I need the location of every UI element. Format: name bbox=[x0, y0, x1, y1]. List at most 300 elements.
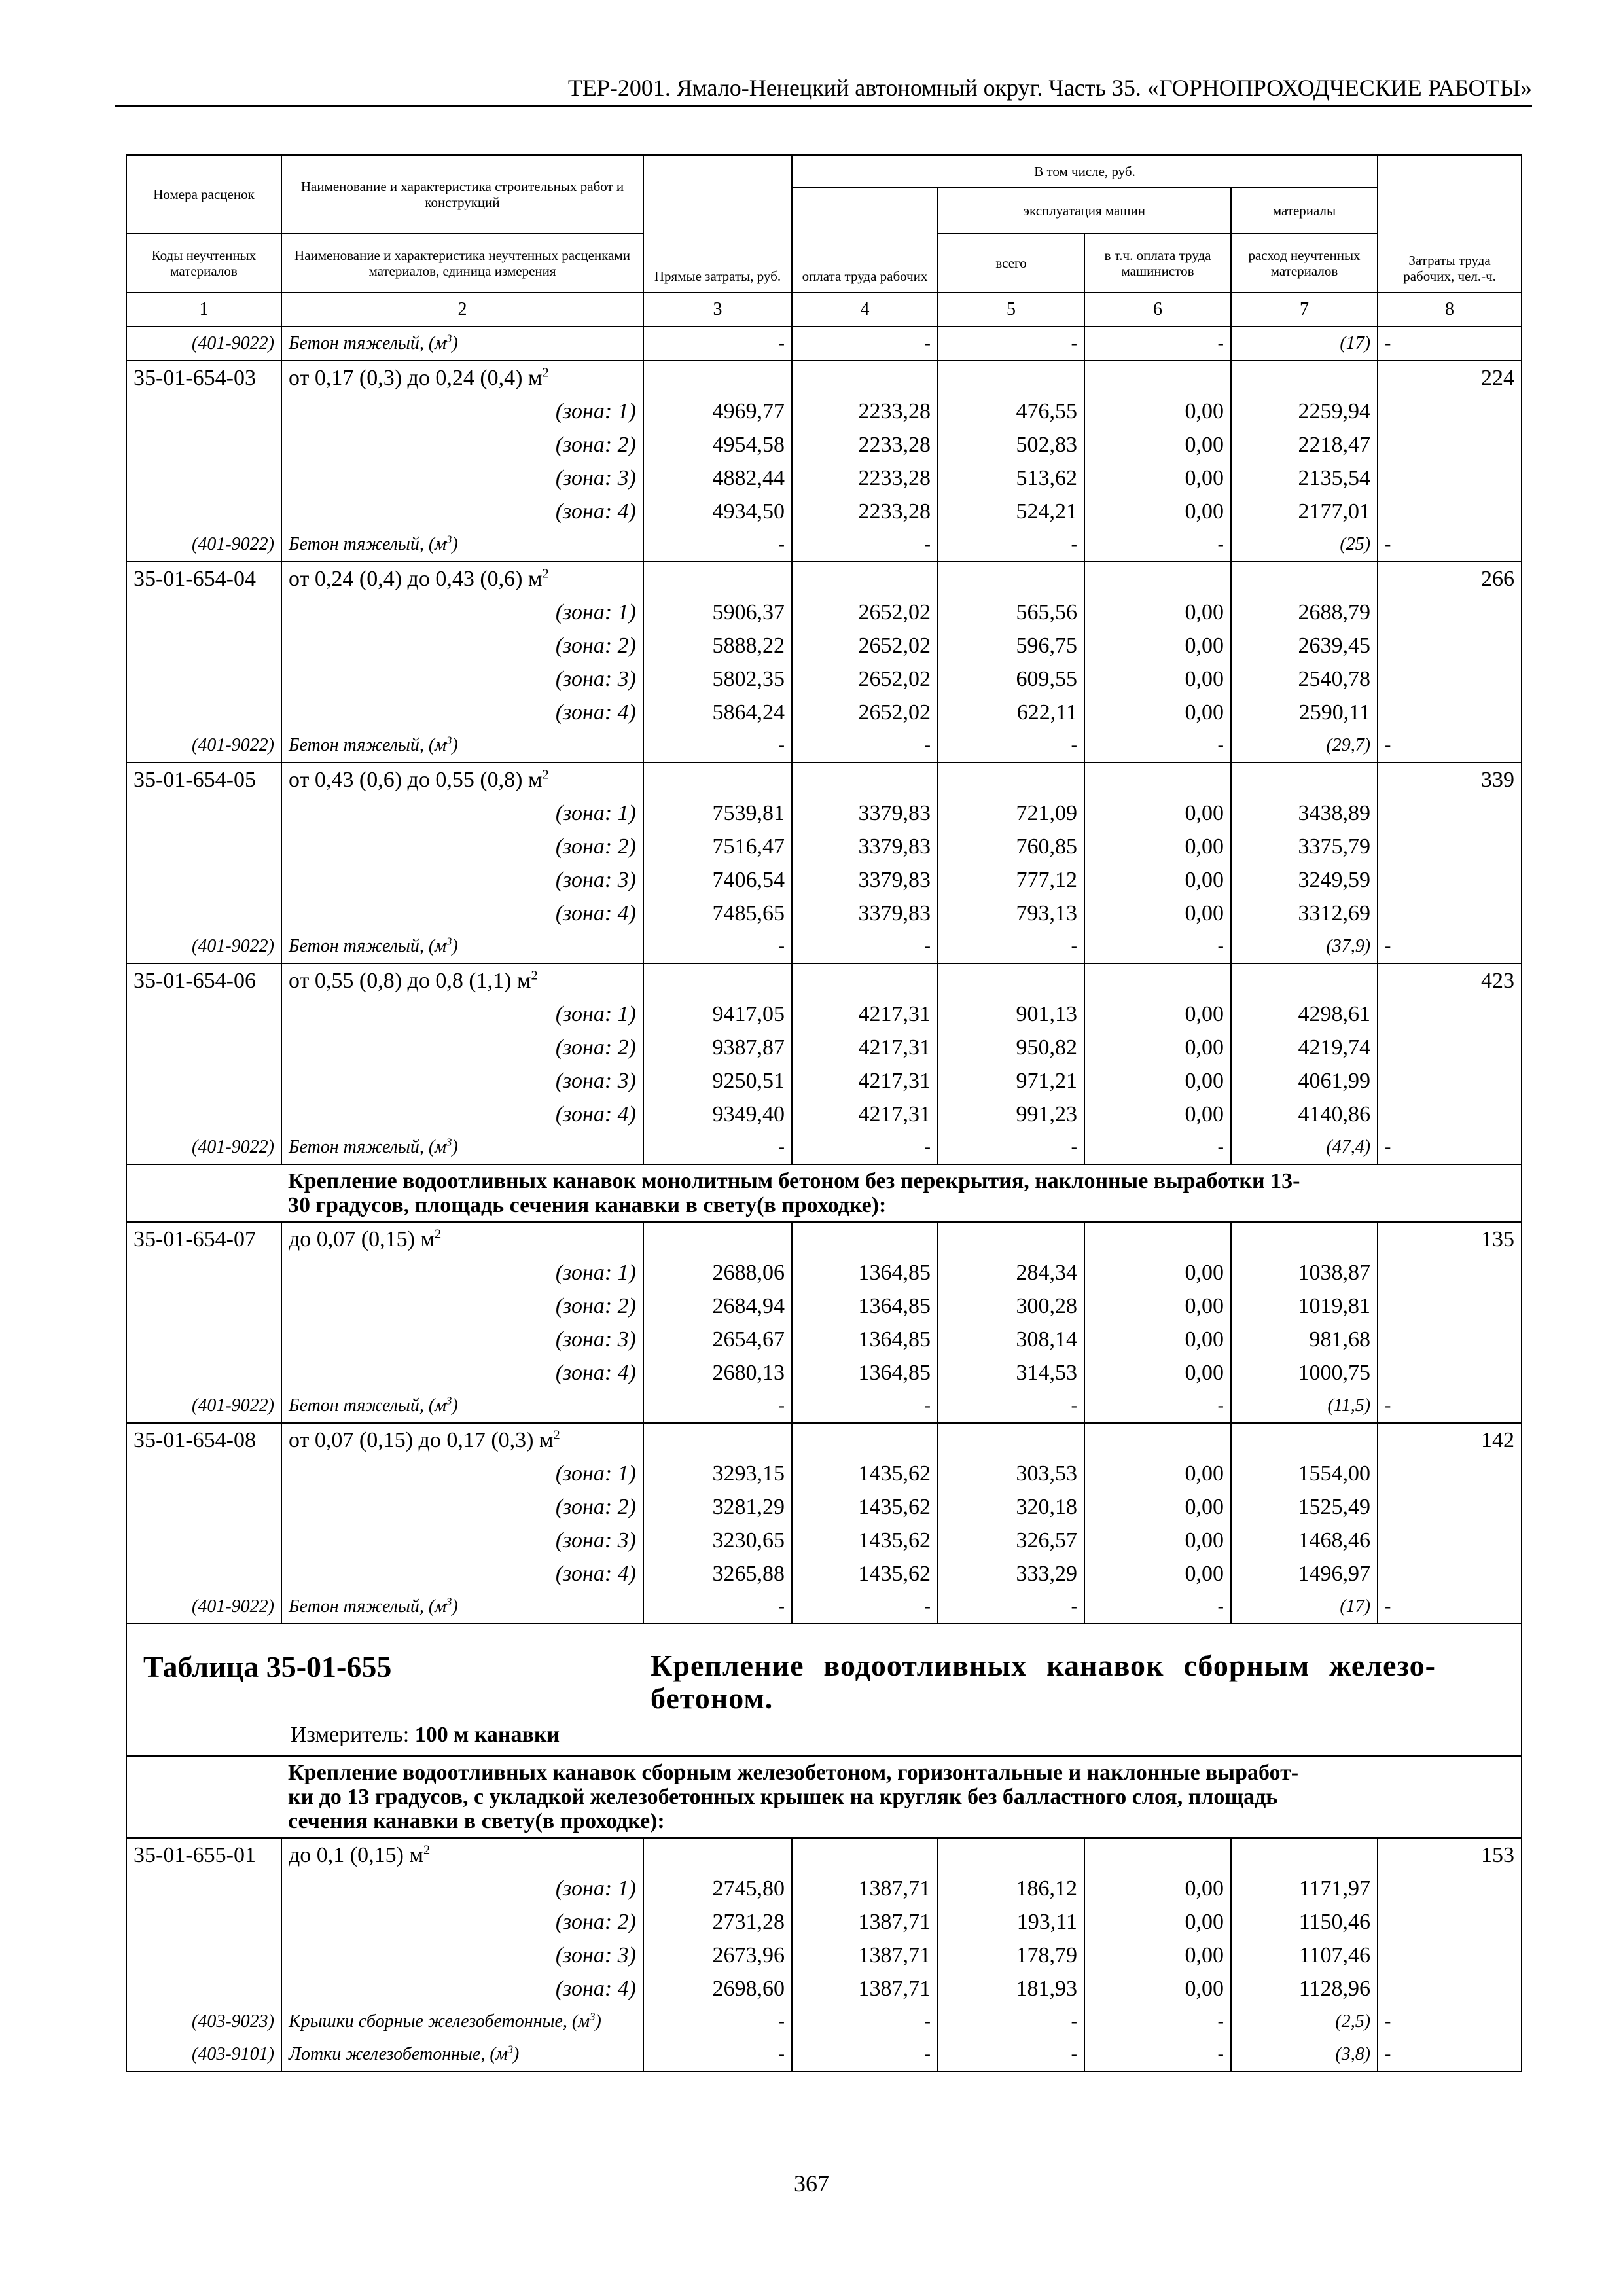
direct-cost: 9250,51 bbox=[643, 1064, 792, 1098]
zone-label: (зона: 2) bbox=[281, 1905, 643, 1939]
dash: - bbox=[1378, 528, 1522, 562]
material-code: (401-9022) bbox=[126, 729, 281, 762]
driver-wage: 0,00 bbox=[1084, 1457, 1231, 1490]
empty-cell bbox=[126, 495, 281, 528]
empty-cell bbox=[126, 1756, 281, 1838]
driver-wage: 0,00 bbox=[1084, 428, 1231, 461]
empty-cell bbox=[792, 762, 938, 797]
direct-cost: 2731,28 bbox=[643, 1905, 792, 1939]
driver-wage: 0,00 bbox=[1084, 696, 1231, 729]
rate-name: до 0,1 (0,15) $м^2$ bbox=[281, 1838, 643, 1872]
driver-wage: 0,00 bbox=[1084, 1064, 1231, 1098]
rate-row bbox=[126, 963, 1522, 997]
dash: - bbox=[1378, 930, 1522, 963]
machine-cost: 178,79 bbox=[938, 1939, 1084, 1972]
labour-cost: 142 bbox=[1378, 1423, 1522, 1457]
wage-cost: 4217,31 bbox=[792, 1064, 938, 1098]
zone-label: (зона: 1) bbox=[281, 395, 643, 428]
empty-cell bbox=[126, 662, 281, 696]
rate-row bbox=[126, 361, 1522, 395]
material-cost: 4061,99 bbox=[1231, 1064, 1378, 1098]
empty-cell bbox=[126, 1939, 281, 1972]
zone-label: (зона: 3) bbox=[281, 662, 643, 696]
table-title: Таблица 35-01-655 bbox=[143, 1650, 392, 1683]
wage-cost: 4217,31 bbox=[792, 997, 938, 1031]
driver-wage: 0,00 bbox=[1084, 997, 1231, 1031]
machine-cost: 971,21 bbox=[938, 1064, 1084, 1098]
dash: - bbox=[792, 1390, 938, 1423]
dash: - bbox=[938, 2038, 1084, 2072]
th-incl: В том числе, руб. bbox=[792, 155, 1378, 188]
dash: - bbox=[938, 1390, 1084, 1423]
dash: - bbox=[792, 1590, 938, 1624]
dash: - bbox=[1084, 2005, 1231, 2038]
wage-cost: 3379,83 bbox=[792, 830, 938, 863]
direct-cost: 2745,80 bbox=[643, 1872, 792, 1905]
material-qty: (2,5) bbox=[1231, 2005, 1378, 2038]
zone-row bbox=[126, 797, 1522, 830]
material-code: (401-9022) bbox=[126, 930, 281, 963]
material-cost: 2259,94 bbox=[1231, 395, 1378, 428]
colnum-5: 5 bbox=[938, 293, 1084, 327]
wage-cost: 1364,85 bbox=[792, 1256, 938, 1289]
material-row bbox=[126, 2005, 1522, 2038]
zone-label: (зона: 4) bbox=[281, 1098, 643, 1131]
zone-label: (зона: 4) bbox=[281, 696, 643, 729]
material-row bbox=[126, 1390, 1522, 1423]
zone-row bbox=[126, 830, 1522, 863]
machine-cost: 308,14 bbox=[938, 1323, 1084, 1356]
dash: - bbox=[643, 1131, 792, 1164]
material-cost: 3438,89 bbox=[1231, 797, 1378, 830]
empty-cell bbox=[126, 1031, 281, 1064]
colnum-8: 8 bbox=[1378, 293, 1522, 327]
th-codes: Коды неучтенных материалов bbox=[126, 234, 281, 293]
labour-cost: 153 bbox=[1378, 1838, 1522, 1872]
zone-row bbox=[126, 1524, 1522, 1557]
zone-row bbox=[126, 461, 1522, 495]
zone-row bbox=[126, 428, 1522, 461]
material-cost: 1038,87 bbox=[1231, 1256, 1378, 1289]
empty-cell bbox=[126, 897, 281, 930]
material-row bbox=[126, 930, 1522, 963]
driver-wage: 0,00 bbox=[1084, 1872, 1231, 1905]
direct-cost: 2680,13 bbox=[643, 1356, 792, 1390]
material-code: (401-9022) bbox=[126, 528, 281, 562]
driver-wage: 0,00 bbox=[1084, 395, 1231, 428]
material-qty: (3,8) bbox=[1231, 2038, 1378, 2072]
machine-cost: 303,53 bbox=[938, 1457, 1084, 1490]
section-heading: Крепление водоотливных канавок монолитным бетоном без перекрытия, наклонные выработки 13-30 градусов, площадь сечения канавки в свету(в проходке): bbox=[281, 1164, 1522, 1222]
zone-label: (зона: 4) bbox=[281, 495, 643, 528]
empty-cell bbox=[126, 1905, 281, 1939]
empty-cell bbox=[643, 1838, 792, 1872]
dash: - bbox=[643, 2038, 792, 2072]
zone-row bbox=[126, 696, 1522, 729]
empty-cell bbox=[126, 1323, 281, 1356]
wage-cost: 2652,02 bbox=[792, 662, 938, 696]
zone-label: (зона: 1) bbox=[281, 1256, 643, 1289]
machine-cost: 513,62 bbox=[938, 461, 1084, 495]
machine-cost: 991,23 bbox=[938, 1098, 1084, 1131]
direct-cost: 2654,67 bbox=[643, 1323, 792, 1356]
material-qty: (11,5) bbox=[1231, 1390, 1378, 1423]
machine-cost: 320,18 bbox=[938, 1490, 1084, 1524]
colnum-7: 7 bbox=[1231, 293, 1378, 327]
dash: - bbox=[938, 2005, 1084, 2038]
empty-cell bbox=[1378, 1939, 1522, 1972]
rate-row bbox=[126, 1222, 1522, 1256]
dash: - bbox=[1378, 2038, 1522, 2072]
empty-cell bbox=[643, 1222, 792, 1256]
empty-cell bbox=[643, 361, 792, 395]
direct-cost: 3230,65 bbox=[643, 1524, 792, 1557]
dash: - bbox=[1378, 1131, 1522, 1164]
empty-cell bbox=[126, 461, 281, 495]
rate-name: от 0,24 (0,4) до 0,43 (0,6) $м^2$ bbox=[281, 562, 643, 596]
driver-wage: 0,00 bbox=[1084, 1323, 1231, 1356]
section-row bbox=[126, 1164, 1522, 1222]
zone-label: (зона: 1) bbox=[281, 596, 643, 629]
zone-row bbox=[126, 1256, 1522, 1289]
empty-cell bbox=[1084, 1838, 1231, 1872]
zone-label: (зона: 3) bbox=[281, 863, 643, 897]
material-row bbox=[126, 2038, 1522, 2072]
zone-label: (зона: 1) bbox=[281, 1872, 643, 1905]
wage-cost: 1435,62 bbox=[792, 1557, 938, 1590]
zone-row bbox=[126, 629, 1522, 662]
direct-cost: 4969,77 bbox=[643, 395, 792, 428]
wage-cost: 1364,85 bbox=[792, 1323, 938, 1356]
zone-label: (зона: 2) bbox=[281, 428, 643, 461]
wage-cost: 1387,71 bbox=[792, 1872, 938, 1905]
dash: - bbox=[643, 1590, 792, 1624]
zone-row bbox=[126, 897, 1522, 930]
empty-cell bbox=[643, 562, 792, 596]
dash: - bbox=[1084, 930, 1231, 963]
empty-cell bbox=[126, 863, 281, 897]
material-name: Бетон тяжелый, $(м^3)$ bbox=[281, 930, 643, 963]
dash: - bbox=[792, 327, 938, 361]
rate-code: 35-01-655-01 bbox=[126, 1838, 281, 1872]
empty-cell bbox=[126, 997, 281, 1031]
empty-cell bbox=[126, 830, 281, 863]
material-cost: 1171,97 bbox=[1231, 1872, 1378, 1905]
zone-row bbox=[126, 1356, 1522, 1390]
empty-cell bbox=[1378, 863, 1522, 897]
empty-cell bbox=[1084, 361, 1231, 395]
rate-code: 35-01-654-05 bbox=[126, 762, 281, 797]
zone-row bbox=[126, 1289, 1522, 1323]
dash: - bbox=[1084, 528, 1231, 562]
empty-cell bbox=[1378, 461, 1522, 495]
empty-cell bbox=[126, 1557, 281, 1590]
machine-cost: 524,21 bbox=[938, 495, 1084, 528]
machine-cost: 950,82 bbox=[938, 1031, 1084, 1064]
zone-label: (зона: 1) bbox=[281, 997, 643, 1031]
driver-wage: 0,00 bbox=[1084, 1356, 1231, 1390]
empty-cell bbox=[1378, 1557, 1522, 1590]
th-work-name: Наименование и характеристика строительных работ и конструкций bbox=[281, 155, 643, 234]
zone-label: (зона: 2) bbox=[281, 1031, 643, 1064]
material-cost: 3249,59 bbox=[1231, 863, 1378, 897]
labour-cost: 266 bbox=[1378, 562, 1522, 596]
wage-cost: 2652,02 bbox=[792, 629, 938, 662]
empty-cell bbox=[1378, 1289, 1522, 1323]
colnum-6: 6 bbox=[1084, 293, 1231, 327]
rate-name: от 0,55 (0,8) до 0,8 (1,1) $м^2$ bbox=[281, 963, 643, 997]
empty-cell bbox=[126, 428, 281, 461]
machine-cost: 721,09 bbox=[938, 797, 1084, 830]
zone-row bbox=[126, 596, 1522, 629]
material-code: (403-9101) bbox=[126, 2038, 281, 2072]
machine-cost: 326,57 bbox=[938, 1524, 1084, 1557]
zone-row bbox=[126, 863, 1522, 897]
th-labour: Затраты труда рабочих, чел.-ч. bbox=[1378, 155, 1522, 293]
machine-cost: 901,13 bbox=[938, 997, 1084, 1031]
material-code: (401-9022) bbox=[126, 327, 281, 361]
th-mat-cost: расход неучтенных материалов bbox=[1231, 234, 1378, 293]
empty-cell bbox=[1378, 662, 1522, 696]
material-cost: 1525,49 bbox=[1231, 1490, 1378, 1524]
dash: - bbox=[643, 528, 792, 562]
wage-cost: 2233,28 bbox=[792, 428, 938, 461]
wage-cost: 4217,31 bbox=[792, 1098, 938, 1131]
direct-cost: 2688,06 bbox=[643, 1256, 792, 1289]
th-rate-no: Номера расценок bbox=[126, 155, 281, 234]
wage-cost: 1435,62 bbox=[792, 1524, 938, 1557]
material-name: Бетон тяжелый, $(м^3)$ bbox=[281, 1131, 643, 1164]
page-number: 367 bbox=[794, 2170, 829, 2197]
rate-name: от 0,17 (0,3) до 0,24 (0,4) $м^2$ bbox=[281, 361, 643, 395]
empty-cell bbox=[1231, 1423, 1378, 1457]
empty-cell bbox=[1378, 1064, 1522, 1098]
zone-label: (зона: 3) bbox=[281, 1939, 643, 1972]
empty-cell bbox=[1231, 762, 1378, 797]
driver-wage: 0,00 bbox=[1084, 662, 1231, 696]
price-table bbox=[126, 154, 1522, 2072]
wage-cost: 1435,62 bbox=[792, 1457, 938, 1490]
empty-cell bbox=[1231, 562, 1378, 596]
empty-cell bbox=[1378, 797, 1522, 830]
material-cost: 3312,69 bbox=[1231, 897, 1378, 930]
zone-row bbox=[126, 1872, 1522, 1905]
wage-cost: 3379,83 bbox=[792, 797, 938, 830]
empty-cell bbox=[126, 629, 281, 662]
material-cost: 1496,97 bbox=[1231, 1557, 1378, 1590]
material-cost: 1554,00 bbox=[1231, 1457, 1378, 1490]
dash: - bbox=[643, 2005, 792, 2038]
dash: - bbox=[1378, 1590, 1522, 1624]
dash: - bbox=[938, 729, 1084, 762]
dash: - bbox=[1084, 1131, 1231, 1164]
material-name: Бетон тяжелый, $(м^3)$ bbox=[281, 729, 643, 762]
machine-cost: 793,13 bbox=[938, 897, 1084, 930]
dash: - bbox=[643, 1390, 792, 1423]
dash: - bbox=[1378, 1390, 1522, 1423]
empty-cell bbox=[1378, 596, 1522, 629]
colnum-4: 4 bbox=[792, 293, 938, 327]
zone-label: (зона: 2) bbox=[281, 830, 643, 863]
empty-cell bbox=[1378, 830, 1522, 863]
dash: - bbox=[1084, 2038, 1231, 2072]
empty-cell bbox=[1231, 963, 1378, 997]
empty-cell bbox=[1231, 1838, 1378, 1872]
empty-cell bbox=[126, 1872, 281, 1905]
zone-label: (зона: 3) bbox=[281, 461, 643, 495]
dash: - bbox=[792, 729, 938, 762]
zone-row bbox=[126, 1323, 1522, 1356]
empty-cell bbox=[1378, 395, 1522, 428]
empty-cell bbox=[1378, 1872, 1522, 1905]
dash: - bbox=[643, 327, 792, 361]
material-name: Крышки сборные железобетонные, $(м^3)$ bbox=[281, 2005, 643, 2038]
colnum-2: 2 bbox=[281, 293, 643, 327]
dash: - bbox=[1378, 2005, 1522, 2038]
empty-cell bbox=[938, 562, 1084, 596]
labour-cost: 224 bbox=[1378, 361, 1522, 395]
th-incl-wage: в т.ч. оплата труда машинистов bbox=[1084, 234, 1231, 293]
zone-row bbox=[126, 495, 1522, 528]
wage-cost: 3379,83 bbox=[792, 863, 938, 897]
empty-cell bbox=[1378, 1457, 1522, 1490]
material-cost: 2540,78 bbox=[1231, 662, 1378, 696]
empty-cell bbox=[792, 1838, 938, 1872]
zone-label: (зона: 1) bbox=[281, 1457, 643, 1490]
driver-wage: 0,00 bbox=[1084, 1557, 1231, 1590]
material-qty: (25) bbox=[1231, 528, 1378, 562]
driver-wage: 0,00 bbox=[1084, 863, 1231, 897]
rate-row bbox=[126, 1838, 1522, 1872]
zone-label: (зона: 2) bbox=[281, 629, 643, 662]
empty-cell bbox=[126, 1524, 281, 1557]
zone-label: (зона: 1) bbox=[281, 797, 643, 830]
driver-wage: 0,00 bbox=[1084, 1289, 1231, 1323]
direct-cost: 7485,65 bbox=[643, 897, 792, 930]
zone-row bbox=[126, 1098, 1522, 1131]
empty-cell bbox=[126, 1972, 281, 2005]
empty-cell bbox=[126, 1356, 281, 1390]
zone-label: (зона: 2) bbox=[281, 1289, 643, 1323]
dash: - bbox=[938, 1131, 1084, 1164]
empty-cell bbox=[126, 1164, 281, 1222]
material-row bbox=[126, 1131, 1522, 1164]
machine-cost: 193,11 bbox=[938, 1905, 1084, 1939]
dash: - bbox=[643, 729, 792, 762]
th-materials: материалы bbox=[1231, 188, 1378, 234]
empty-cell bbox=[1378, 1323, 1522, 1356]
empty-cell bbox=[1378, 495, 1522, 528]
zone-label: (зона: 4) bbox=[281, 1557, 643, 1590]
wage-cost: 3379,83 bbox=[792, 897, 938, 930]
dash: - bbox=[792, 1131, 938, 1164]
rate-code: 35-01-654-07 bbox=[126, 1222, 281, 1256]
empty-cell bbox=[938, 1838, 1084, 1872]
empty-cell bbox=[1378, 1490, 1522, 1524]
driver-wage: 0,00 bbox=[1084, 830, 1231, 863]
direct-cost: 9417,05 bbox=[643, 997, 792, 1031]
empty-cell bbox=[126, 1457, 281, 1490]
rate-name: от 0,07 (0,15) до 0,17 (0,3) $м^2$ bbox=[281, 1423, 643, 1457]
th-wages: оплата труда рабочих bbox=[792, 188, 938, 293]
driver-wage: 0,00 bbox=[1084, 1905, 1231, 1939]
empty-cell bbox=[938, 963, 1084, 997]
material-row bbox=[126, 528, 1522, 562]
empty-cell bbox=[1084, 562, 1231, 596]
material-code: (401-9022) bbox=[126, 1131, 281, 1164]
driver-wage: 0,00 bbox=[1084, 495, 1231, 528]
material-cost: 4298,61 bbox=[1231, 997, 1378, 1031]
wage-cost: 2233,28 bbox=[792, 461, 938, 495]
driver-wage: 0,00 bbox=[1084, 1031, 1231, 1064]
wage-cost: 2652,02 bbox=[792, 696, 938, 729]
direct-cost: 7516,47 bbox=[643, 830, 792, 863]
driver-wage: 0,00 bbox=[1084, 596, 1231, 629]
material-qty: (17) bbox=[1231, 1590, 1378, 1624]
rate-code: 35-01-654-03 bbox=[126, 361, 281, 395]
dash: - bbox=[792, 930, 938, 963]
labour-cost: 135 bbox=[1378, 1222, 1522, 1256]
empty-cell bbox=[126, 1064, 281, 1098]
wage-cost: 2233,28 bbox=[792, 395, 938, 428]
rate-code: 35-01-654-04 bbox=[126, 562, 281, 596]
direct-cost: 7539,81 bbox=[643, 797, 792, 830]
zone-label: (зона: 4) bbox=[281, 1356, 643, 1390]
empty-cell bbox=[938, 361, 1084, 395]
empty-cell bbox=[1378, 1098, 1522, 1131]
zone-row bbox=[126, 662, 1522, 696]
direct-cost: 5888,22 bbox=[643, 629, 792, 662]
zone-label: (зона: 3) bbox=[281, 1323, 643, 1356]
rate-row bbox=[126, 1423, 1522, 1457]
wage-cost: 2233,28 bbox=[792, 495, 938, 528]
material-cost: 2218,47 bbox=[1231, 428, 1378, 461]
material-cost: 1019,81 bbox=[1231, 1289, 1378, 1323]
empty-cell bbox=[643, 963, 792, 997]
zone-row bbox=[126, 1972, 1522, 2005]
machine-cost: 760,85 bbox=[938, 830, 1084, 863]
empty-cell bbox=[1084, 1222, 1231, 1256]
table-description: Крепление водоотливных канавок сборным железо-бетоном. bbox=[651, 1649, 1436, 1715]
material-code: (401-9022) bbox=[126, 1590, 281, 1624]
material-qty: (29,7) bbox=[1231, 729, 1378, 762]
empty-cell bbox=[1378, 1905, 1522, 1939]
table-heading-row bbox=[126, 1624, 1522, 1756]
dash: - bbox=[1084, 327, 1231, 361]
direct-cost: 4934,50 bbox=[643, 495, 792, 528]
material-code: (403-9023) bbox=[126, 2005, 281, 2038]
material-cost: 3375,79 bbox=[1231, 830, 1378, 863]
machine-cost: 622,11 bbox=[938, 696, 1084, 729]
machine-cost: 181,93 bbox=[938, 1972, 1084, 2005]
empty-cell bbox=[126, 1490, 281, 1524]
empty-cell bbox=[1378, 428, 1522, 461]
empty-cell bbox=[126, 596, 281, 629]
wage-cost: 1387,71 bbox=[792, 1939, 938, 1972]
material-cost: 2639,45 bbox=[1231, 629, 1378, 662]
empty-cell bbox=[792, 361, 938, 395]
zone-label: (зона: 3) bbox=[281, 1524, 643, 1557]
dash: - bbox=[1084, 729, 1231, 762]
dash: - bbox=[938, 930, 1084, 963]
dash: - bbox=[792, 2038, 938, 2072]
material-cost: 2177,01 bbox=[1231, 495, 1378, 528]
driver-wage: 0,00 bbox=[1084, 1490, 1231, 1524]
labour-cost: 339 bbox=[1378, 762, 1522, 797]
dash: - bbox=[792, 2005, 938, 2038]
direct-cost: 2684,94 bbox=[643, 1289, 792, 1323]
empty-cell bbox=[1378, 1256, 1522, 1289]
